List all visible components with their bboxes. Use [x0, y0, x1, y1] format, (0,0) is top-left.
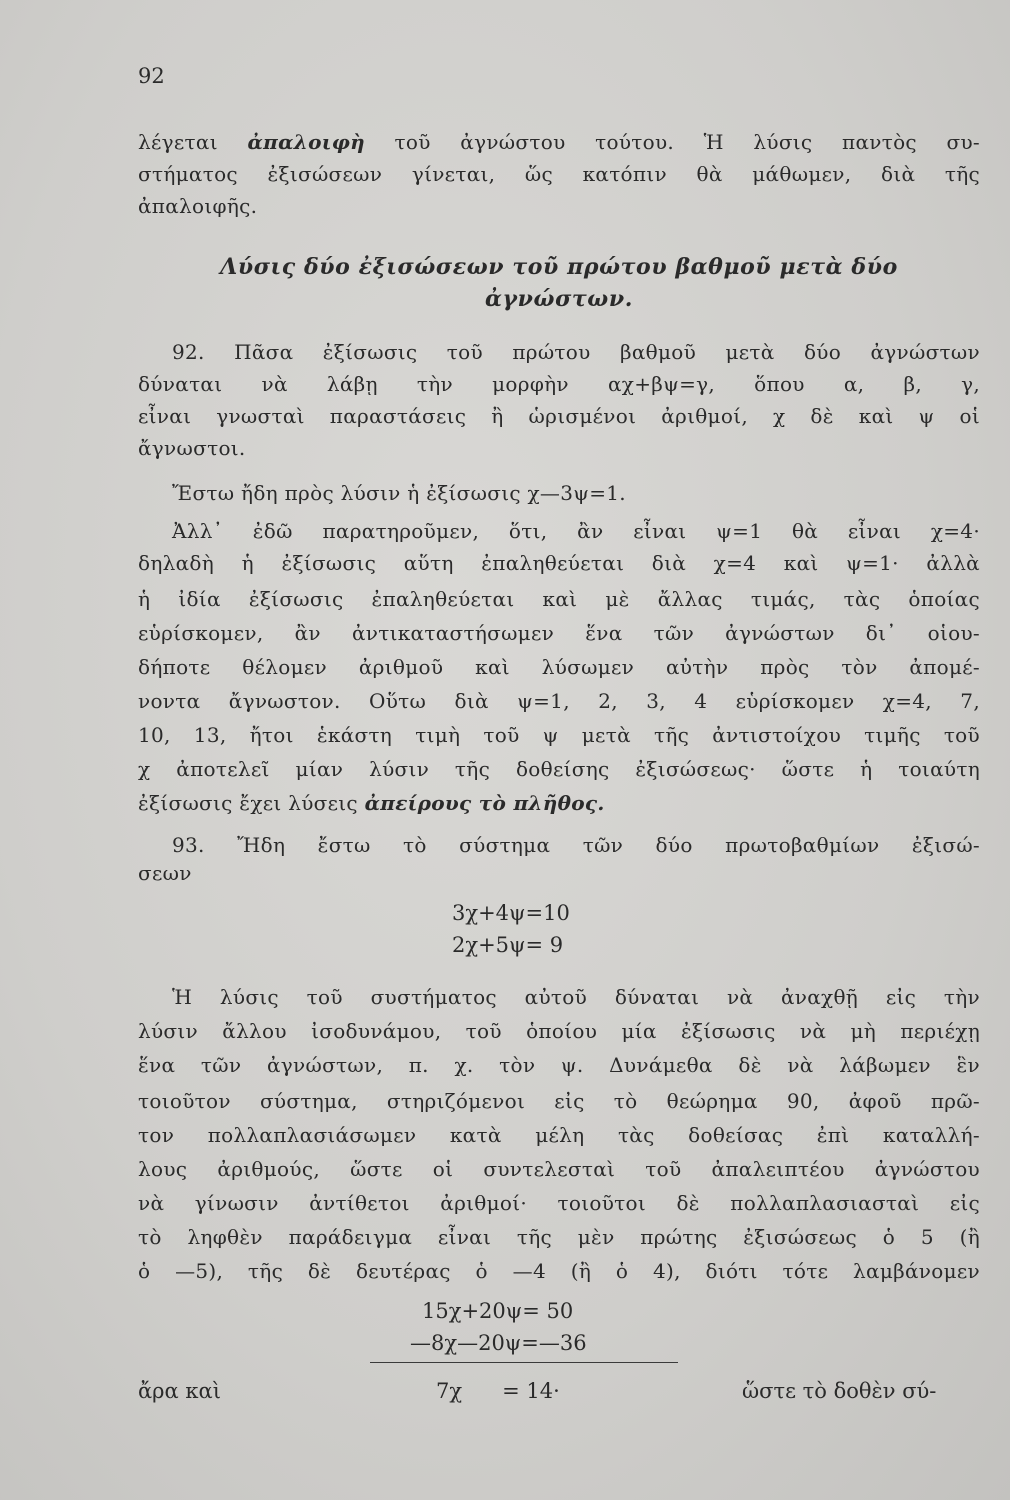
equation: 3χ+4ψ=10 — [452, 901, 570, 925]
paragraph-92-line: εὑρίσκομεν, ἂν ἀντικαταστήσωμεν ἕνα τῶν ἀγνώστων δι᾽ οἱου- — [138, 621, 980, 645]
paragraph-93-line: σεων — [138, 861, 192, 885]
paragraph-93-line: λους ἀριθμούς, ὥστε οἱ συντελεσταὶ τοῦ ἀπαλειπτέου ἀγνώστου — [138, 1157, 980, 1181]
text-span: ἐξίσωσις ἔχει λύσεις — [138, 791, 365, 815]
text-span: τοῦ ἀγνώστου τούτου. Ἡ λύσις παντὸς συ- — [364, 130, 980, 154]
text-line: ἀπαλοιφῆς. — [138, 194, 258, 218]
paragraph-92-line: ἡ ἰδία ἐξίσωσις ἐπαληθεύεται καὶ μὲ ἄλλας τιμάς, τὰς ὁποίας — [138, 587, 980, 611]
paragraph-92-line: Ἔστω ἤδη πρὸς λύσιν ἡ ἐξίσωσις χ—3ψ=1. — [172, 481, 626, 505]
paragraph-93-line: Ἡ λύσις τοῦ συστήματος αὐτοῦ δύναται νὰ ἀναχθῇ εἰς τὴν — [172, 985, 980, 1009]
paragraph-92-line — [138, 789, 980, 817]
section-heading-cont: ἀγνώστων. — [485, 286, 633, 312]
paragraph-93-line: νὰ γίνωσιν ἀντίθετοι ἀριθμοί· τοιοῦτοι δὲ πολλαπλασιασταὶ εἰς — [138, 1191, 980, 1215]
page-number: 92 — [138, 64, 165, 88]
paragraph-92-line: νοντα ἄγνωστον. Οὕτω διὰ ψ=1, 2, 3, 4 εὑρίσκομεν χ=4, 7, — [138, 689, 980, 713]
sum-rule — [370, 1362, 678, 1363]
paragraph-92-line: δήποτε θέλομεν ἀριθμοῦ καὶ λύσωμεν αὐτὴν πρὸς τὸν ἀπομέ- — [138, 655, 980, 679]
text-span: λέγεται — [138, 130, 248, 154]
equation: —8χ—20ψ=—36 — [410, 1331, 587, 1355]
text-line: ἄρα καὶ — [138, 1379, 221, 1403]
emphasized-term: ἀπαλοιφὴ — [247, 130, 365, 154]
paragraph-93-line: τον πολλαπλασιάσωμεν κατὰ μέλη τὰς δοθείσας ἐπὶ καταλλή- — [138, 1123, 980, 1147]
text-line: ὥστε τὸ δοθὲν σύ- — [742, 1379, 937, 1403]
paragraph-92-line: 10, 13, ἤτοι ἑκάστη τιμὴ τοῦ ψ μετὰ τῆς ἀντιστοίχου τιμῆς τοῦ — [138, 723, 980, 747]
text-line: στήματος ἐξισώσεων γίνεται, ὥς κατόπιν θὰ μάθωμεν, διὰ τῆς — [138, 162, 980, 186]
paragraph-93-line: τοιοῦτον σύστημα, στηριζόμενοι εἰς τὸ θεώρημα 90, ἀφοῦ πρῶ- — [138, 1089, 980, 1113]
paragraph-93-line: ἕνα τῶν ἀγνώστων, π. χ. τὸν ψ. Δυνάμεθα δὲ νὰ λάβωμεν ἓν — [138, 1053, 980, 1077]
paragraph-92-line: δύναται νὰ λάβῃ τὴν μορφὴν αχ+βψ=γ, ὅπου α, β, γ, — [138, 372, 980, 396]
paragraph-93-line: 93. Ἤδη ἔστω τὸ σύστημα τῶν δύο πρωτοβαθμίων ἐξισώ- — [172, 833, 980, 857]
equation: 7χ = 14· — [436, 1379, 560, 1403]
paragraph-92-line: εἶναι γνωσταὶ παραστάσεις ἢ ὡρισμένοι ἀριθμοί, χ δὲ καὶ ψ οἱ — [138, 404, 980, 428]
emphasized-term: ἀπείρους τὸ πλῆθος. — [364, 791, 605, 815]
paragraph-92-line: χ ἀποτελεῖ μίαν λύσιν τῆς δοθείσης ἐξισώσεως· ὥστε ἡ τοιαύτη — [138, 757, 980, 781]
paragraph-93-line: λύσιν ἄλλου ἰσοδυνάμου, τοῦ ὁποίου μία ἐξίσωσις νὰ μὴ περιέχῃ — [138, 1019, 980, 1043]
equation: 15χ+20ψ= 50 — [422, 1299, 574, 1323]
equation: 2χ+5ψ= 9 — [452, 933, 564, 957]
text-line — [138, 128, 980, 156]
paragraph-92-line: ἄγνωστοι. — [138, 436, 246, 460]
paragraph-93-line: ὁ —5), τῆς δὲ δευτέρας ὁ —4 (ἢ ὁ 4), διότι τότε λαμβάνομεν — [138, 1259, 980, 1283]
paragraph-92-line: δηλαδὴ ἡ ἐξίσωσις αὕτη ἐπαληθεύεται διὰ χ=4 καὶ ψ=1· ἀλλὰ — [138, 551, 980, 575]
paragraph-92-line: Ἀλλ᾽ ἐδῶ παρατηροῦμεν, ὅτι, ἂν εἶναι ψ=1 θὰ εἶναι χ=4· — [172, 519, 980, 543]
paragraph-92-line: 92. Πᾶσα ἐξίσωσις τοῦ πρώτου βαθμοῦ μετὰ δύο ἀγνώστων — [172, 340, 980, 364]
paragraph-93-line: τὸ ληφθὲν παράδειγμα εἶναι τῆς μὲν πρώτης ἐξισώσεως ὁ 5 (ἢ — [138, 1225, 980, 1249]
section-heading: Λύσις δύο ἐξισώσεων τοῦ πρώτου βαθμοῦ μετὰ δύο — [220, 254, 898, 280]
